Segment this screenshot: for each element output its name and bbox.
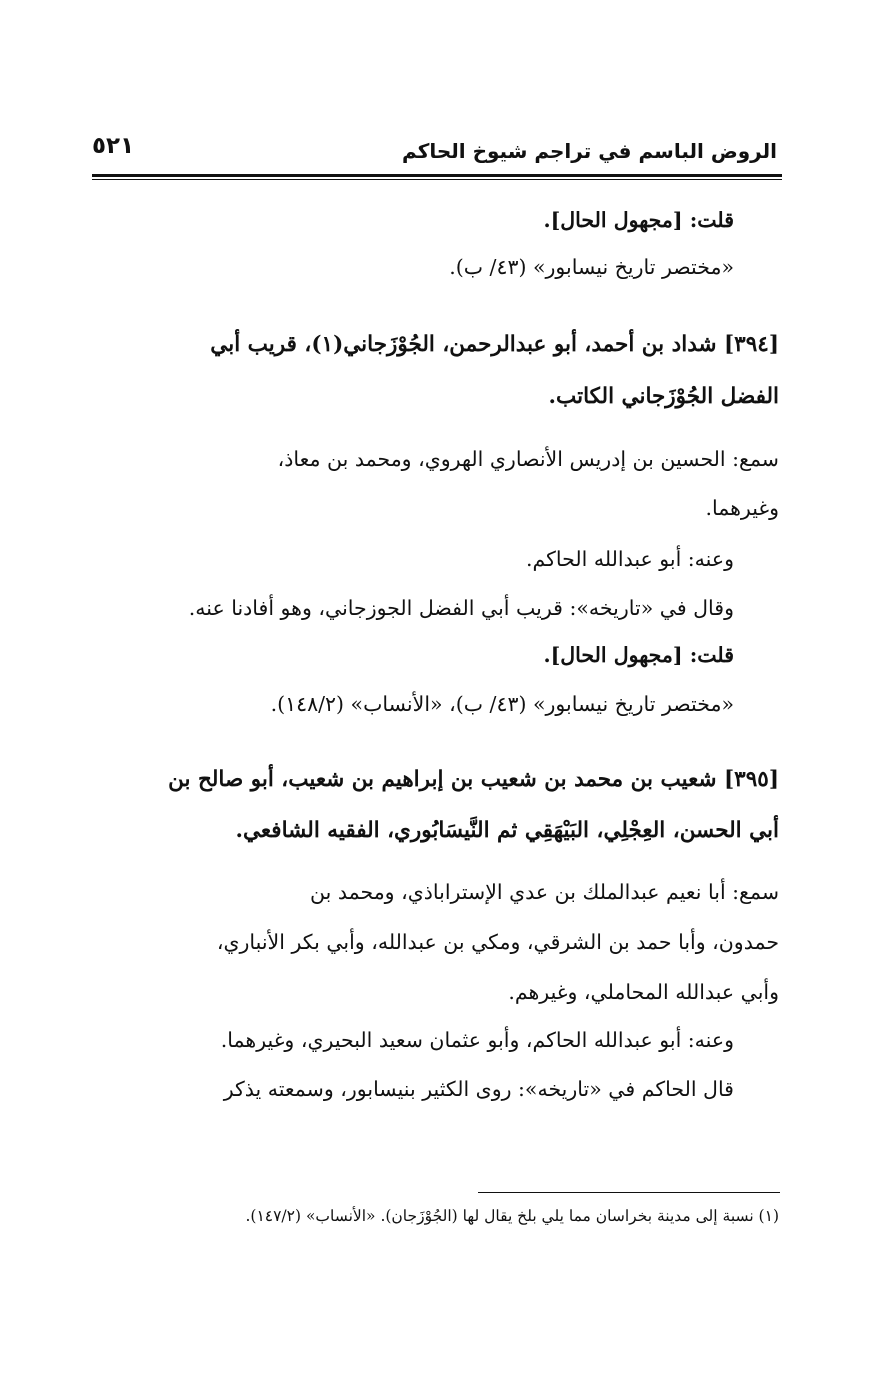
text-line: سمع: الحسين بن إدريس الأنصاري الهروي، ومحمد بن معاذ، <box>277 447 779 471</box>
entry-heading: الفضل الجُوْزَجاني الكاتب. <box>548 384 779 409</box>
header-rule-thick <box>92 174 782 177</box>
footnote: (١) نسبة إلى مدينة بخراسان مما يلي بلخ يقال لها (الجُوْزَجان). «الأنساب» (١٤٧/٢). <box>245 1207 779 1225</box>
text-line: قال الحاكم في «تاريخه»: روى الكثير بنيسابور، وسمعته يذكر <box>223 1077 734 1101</box>
running-header-title: الروض الباسم في تراجم شيوخ الحاكم <box>402 139 777 163</box>
entry-heading: [٣٩٥] شعيب بن محمد بن شعيب بن إبراهيم بن شعيب، أبو صالح بن <box>168 767 779 792</box>
text-line: «مختصر تاريخ نيسابور» (٤٣/ ب). <box>449 255 734 279</box>
page-number: ٥٢١ <box>92 133 135 159</box>
text-line: قلت: [مجهول الحال]. <box>543 208 734 232</box>
entry-heading: [٣٩٤] شداد بن أحمد، أبو عبدالرحمن، الجُوْزَجاني(١)، قريب أبي <box>210 332 779 357</box>
text-line: وقال في «تاريخه»: قريب أبي الفضل الجوزجاني، وهو أفادنا عنه. <box>188 596 734 620</box>
text-line: وعنه: أبو عبدالله الحاكم. <box>526 547 734 571</box>
text-line: وعنه: أبو عبدالله الحاكم، وأبو عثمان سعيد البحيري، وغيرهما. <box>220 1028 734 1052</box>
text-line: حمدون، وأبا حمد بن الشرقي، ومكي بن عبدالله، وأبي بكر الأنباري، <box>216 930 779 954</box>
entry-heading: أبي الحسن، العِجْلِي، البَيْهَقِي ثم النَّيسَابُوري، الفقيه الشافعي. <box>235 818 779 843</box>
text-line: وأبي عبدالله المحاملي، وغيرهم. <box>508 980 779 1004</box>
text-line: وغيرهما. <box>705 496 779 520</box>
footnote-rule <box>478 1192 780 1193</box>
text-line: «مختصر تاريخ نيسابور» (٤٣/ ب)، «الأنساب» (١٤٨/٢). <box>270 692 734 716</box>
header-rule-thin <box>92 179 782 180</box>
text-line: سمع: أبا نعيم عبدالملك بن عدي الإستراباذي، ومحمد بن <box>310 880 779 904</box>
text-line: قلت: [مجهول الحال]. <box>543 643 734 667</box>
